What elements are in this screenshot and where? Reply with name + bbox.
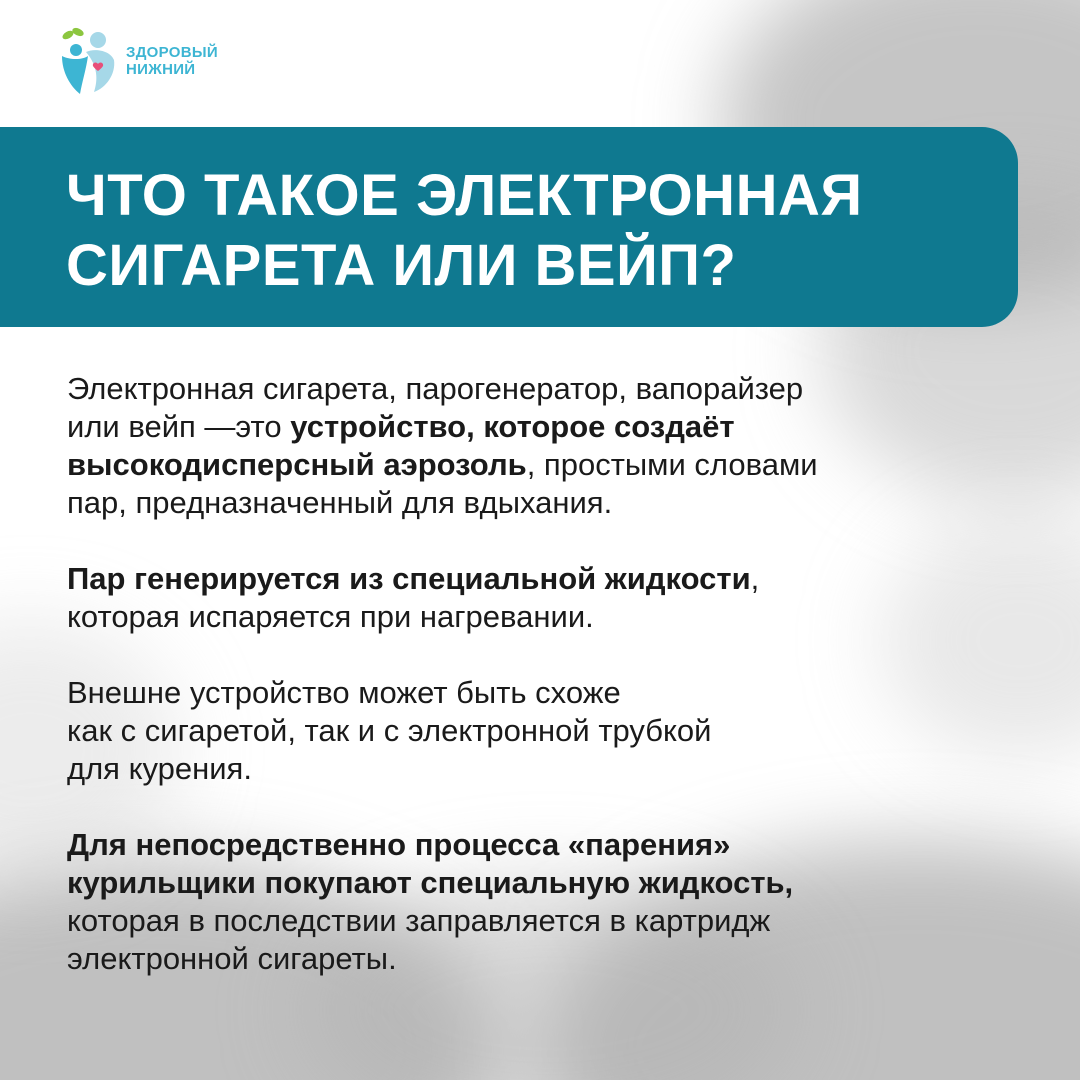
text-regular: , простыми словами <box>526 447 818 482</box>
text-line: как с сигаретой, так и с электронной трубкой <box>67 713 712 748</box>
text-line: электронной сигареты. <box>67 941 397 976</box>
title-line-2: СИГАРЕТА ИЛИ ВЕЙП? <box>66 233 737 298</box>
text-bold: высокодисперсный аэрозоль <box>67 447 527 482</box>
text-regular: , <box>750 561 760 596</box>
logo-line-2: НИЖНИЙ <box>126 61 196 78</box>
title-banner <box>0 127 1018 327</box>
logo <box>58 26 218 96</box>
text-regular: или вейп —это <box>67 409 291 444</box>
text-line: пар, предназначенный для вдыхания. <box>67 485 613 520</box>
text-bold: Для непосредственно процесса «парения» <box>67 827 731 862</box>
logo-text <box>126 44 218 78</box>
text-bold: устройство, которое создаёт <box>290 409 735 444</box>
text-line <box>67 560 1027 598</box>
text-line <box>67 446 1027 484</box>
paragraph-appearance <box>67 674 1027 788</box>
logo-family-icon <box>58 26 118 96</box>
title-line-1: ЧТО ТАКОЕ ЭЛЕКТРОННАЯ <box>66 163 863 228</box>
text-line <box>67 864 1027 902</box>
paragraph-definition <box>67 370 1027 522</box>
text-line: которая испаряется при нагревании. <box>67 599 594 634</box>
text-line <box>67 408 1027 446</box>
paragraph-liquid <box>67 826 1027 978</box>
paragraph-vapor <box>67 560 1027 636</box>
text-line: для курения. <box>67 751 252 786</box>
text-line <box>67 826 1027 864</box>
logo-line-1: ЗДОРОВЫЙ <box>126 44 218 61</box>
text-line: Электронная сигарета, парогенератор, вапорайзер <box>67 371 804 406</box>
text-bold: Пар генерируется из специальной жидкости <box>67 561 751 596</box>
article-body <box>67 370 1027 978</box>
text-line: которая в последствии заправляется в картридж <box>67 903 771 938</box>
text-line: Внешне устройство может быть схоже <box>67 675 621 710</box>
text-bold: курильщики покупают специальную жидкость, <box>67 865 794 900</box>
page-title <box>66 161 863 301</box>
